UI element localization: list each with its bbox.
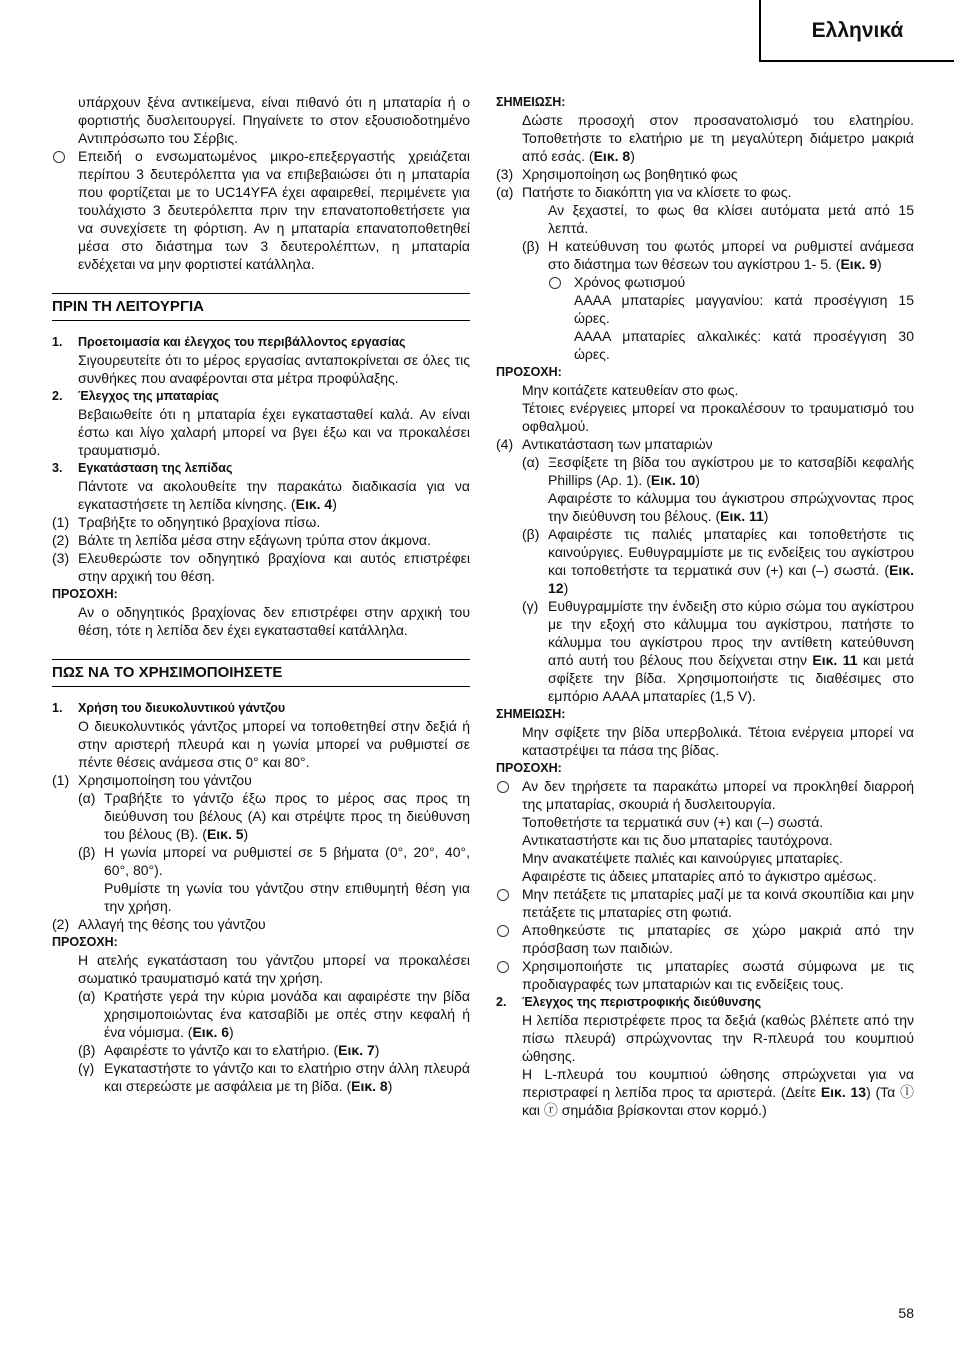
caution-bullet: Μην πετάξετε τις μπαταρίες μαζί με τα κοινά σκουπίδια και μην πετάξετε τις μπαταρίες στη φωτιά. [496,885,914,921]
caution-bullet: Αν δεν τηρήσετε τα παρακάτω μπορεί να προκληθεί διαρροή της μπαταρίας, σκουριά ή δυσλειτουργία. [496,777,914,813]
caution-label: ΠΡΟΣΟΧΗ: [52,587,118,601]
text-install-blade: Πάντοτε να ακολουθείτε την παρακάτω διαδικασία για να εγκαταστήσετε τη λεπίδα κίνησης. (Εικ. 4) [78,478,470,512]
text-rotation-direction: Η λεπίδα περιστρέφετε προς τα δεξιά (καθώς βλέπετε από την πίσω πλευρά) σπρώχνοντας την R-πλευρά του κουμπιού ώθησης. [522,1012,914,1064]
list-item: (1) Χρησιμοποίηση του γάντζου [52,772,252,788]
list-item-text: Αν ξεχαστεί, το φως θα κλίσει αυτόματα μετά από 15 λεπτά. [548,202,914,236]
list-item: (3) Ελευθερώστε τον οδηγητικό βραχίονα και αυτός επιστρέφει στην αρχική του θέση. [52,550,470,584]
right-column [496,93,914,1119]
list-item: (α) Τραβήξτε το γάντζο έξω προς το μέρος σας προς τη διεύθυνση του βέλους (A) και στρέψτε προς τη διεύθυνση του βέλους (B). (Εικ. 5) [78,790,470,842]
caution-label: ΠΡΟΣΟΧΗ: [496,761,562,775]
caution-label: ΠΡΟΣΟΧΗ: [496,365,562,379]
list-item: (1) Τραβήξτε το οδηγητικό βραχίονα πίσω. [52,514,321,530]
section-before-operation: ΠΡΙΝ ΤΗ ΛΕΙΤΟΥΡΓΙΑ [52,293,470,321]
caution-subtext: Τοποθετήστε τα τερματικά συν (+) και (–) σωστά. [522,814,824,830]
caution-text: Η ατελής εγκατάσταση του γάντζου μπορεί να προκαλέσει σωματικό τραυματισμό κατά την χρήση. [78,952,470,986]
note-text: Μην σφίξετε την βίδα υπερβολικά. Τέτοια ενέργεια μπορεί να καταστρέψει τα πάσα της βίδας. [522,724,914,758]
text-check-battery: Βεβαιωθείτε ότι η μπαταρία έχει εγκατασταθεί καλά. Αν είναι έστω και λίγο χαλαρή μπορεί να βγει έξω και να προκαλέσει τραυματισμό. [78,406,470,458]
list-item: (γ) Εγκαταστήστε το γάντζο και το ελατήριο στην άλλη πλευρά και στερεώστε με ασφάλεια με τη βίδα. (Εικ. 8) [78,1060,470,1094]
heading-check-battery: 2. Έλεγχος της μπαταρίας [52,389,219,403]
list-item: (4) Αντικατάσταση των μπαταριών [496,436,713,452]
light-time-manganese: AAAA μπαταρίες μαγγανίου: κατά προσέγγιση 15 ώρες. [574,292,914,326]
language-tab: Ελληνικά [759,0,954,62]
intro-text: υπάρχουν ξένα αντικείμενα, είναι πιθανό ότι η μπαταρία ή ο φορτιστής δυσλειτουργεί. Πηγαίνετε το στον εξουσιοδοτημένο Αντιπρόσωπο του Σέρβις. [78,94,470,146]
section-how-to-use: ΠΩΣ ΝΑ ΤΟ ΧΡΗΣΙΜΟΠΟΙΗΣΕΤΕ [52,659,470,687]
list-item: (β) Η κατεύθυνση του φωτός μπορεί να ρυθμιστεί ανάμεσα στο διάστημα των θέσεων του αγκίστρου 1- 5. (Εικ. 9) [522,238,914,272]
note-text: Δώστε προσοχή στον προσανατολισμό του ελατηρίου. Τοποθετήστε το ελατήριο με τη μεγαλύτερη διάμετρο μακριά από εσάς. (Εικ. 8) [522,112,914,164]
list-item: (γ) Ευθυγραμμίστε την ένδειξη στο κύριο σώμα του αγκίστρου με την εξοχή στο κάλυμμα του αγκίστρου, πατήστε το κάλυμμα του αγκίστρου προς την αντίθετη κατεύθυνση από αυτή του βέλους που δείχνεται στην Εικ. 11 και μετά σφίξετε την βίδα. Χρησιμοποιήστε τις διαθέσιμες στο εμπόριο AAAA μπαταρίες (1,5 V). [522,598,915,704]
list-item: (α) Πατήστε το διακόπτη για να κλίσετε το φως. [496,184,792,200]
list-item: (β) Αφαιρέστε τις παλιές μπαταρίες και τοποθετήστε τις καινούργιες. Ευθυγραμμίστε με τις ενδείξεις του αγκίστρου και τοποθετήστε τα τερματικά συν (+) και (–) σωστά. (Εικ. 12) [522,526,914,596]
intro-bullet: Επειδή ο ενσωματωμένος μικρο-επεξεργαστής χρειάζεται περίπου 3 δευτερόλεπτα για να επιβεβαιώσει ότι η μπαταρία που φορτίζεται με το UC14YFA έχει αφαιρεθεί, περιμένετε για τουλάχιστο 3 δευτερόλεπτα πριν την επανατοποθετήσετε για να συνεχίσετε τη φόρτιση. Αν η μπαταρία επανατοποθετηθεί μέσα στο διάστημα των 3 δευτερολέπτων, η μπαταρία ενδέχεται να μην φορτιστεί κατάλληλα. [52,147,470,273]
caution-bullet: Αποθηκεύστε τις μπαταρίες σε χώρο μακριά από την πρόσβαση των παιδιών. [496,921,914,957]
note-label: ΣΗΜΕΙΩΣΗ: [496,95,566,109]
caution-subtext: Αφαιρέστε τις άδειες μπαταρίες από το άγκιστρο αμέσως. [522,868,877,884]
list-item: (2) Αλλαγή της θέσης του γάντζου [52,916,266,932]
light-time-alkaline: AAAA μπαταρίες αλκαλικές: κατά προσέγγιση 30 ώρες. [574,328,914,362]
caution-text: Μην κοιτάζετε κατευθείαν στο φως. [522,382,739,398]
heading-rotation-direction: 2. Έλεγχος της περιστροφικής διεύθυνσης [496,995,762,1009]
caution-text: Αν ο οδηγητικός βραχίονας δεν επιστρέφει στην αρχική του θέση, τότε η λεπίδα δεν έχει εγκατασταθεί κατάλληλα. [78,604,470,638]
left-column [52,93,470,1095]
text-rotation-direction: Η L-πλευρά του κουμπιού ώθησης σπρώχνεται για να περιστραφεί η λεπίδα προς τα αριστερά. (Δείτε Εικ. 13) (Τα ⓛ και ⓡ σημάδια βρίσκονται στον κορμό.) [522,1066,914,1118]
caution-label: ΠΡΟΣΟΧΗ: [52,935,118,949]
heading-hook-use: 1. Χρήση του διευκολυντικού γάντζου [52,701,286,715]
caution-subtext: Μην ανακατέψετε παλιές και καινούργιες μπαταρίες. [522,850,843,866]
caution-subtext: Αντικαταστήστε και τις δυο μπαταρίες ταυτόχρονα. [522,832,833,848]
list-item: (α) Ξεσφίξετε τη βίδα του αγκίστρου με το κατσαβίδι κεφαλής Phillips (Αρ. 1). (Εικ. 10) [522,454,914,488]
list-item: (2) Βάλτε τη λεπίδα μέσα στην εξάγωνη τρύπα στον άκμονα. [52,532,431,548]
list-item: (α) Κρατήστε γερά την κύρια μονάδα και αφαιρέστε την βίδα χρησιμοποιώντας ένα κατσαβίδι με οπές στην κεφαλή ή ένα νόμισμα. (Εικ. 6) [78,988,470,1040]
heading-prepare-workspace: 1. Προετοιμασία και έλεγχος του περιβάλλοντος εργασίας [52,335,406,349]
caution-bullet: Χρησιμοποιήστε τις μπαταρίες σωστά σύμφωνα με τις προδιαγραφές των μπαταριών και τις ενδείξεις τους. [496,957,914,993]
list-item: (β) Η γωνία μπορεί να ρυθμιστεί σε 5 βήματα (0°, 20°, 40°, 60°, 80°). [78,844,470,878]
note-label: ΣΗΜΕΙΩΣΗ: [496,707,566,721]
list-item: (β) Αφαιρέστε το γάντζο και το ελατήριο. (Εικ. 7) [78,1042,380,1058]
heading-install-blade: 3. Εγκατάσταση της λεπίδας [52,461,233,475]
caution-text: Τέτοιες ενέργειες μπορεί να προκαλέσουν το τραυματισμό του οφθαλμού. [522,400,914,434]
text-hook-use: Ο διευκολυντικός γάντζος μπορεί να τοποθετηθεί στην δεξιά ή στην αριστερή πλευρά και η γωνία μπορεί να ρυθμιστεί σε πέντε θέσεις ανάμεσα στις 0° και 80°. [78,718,470,770]
page-number: 58 [898,1305,914,1321]
list-item-text: Αφαιρέστε το κάλυμμα του άγκιστρου σπρώχνοντας προς την διεύθυνση του βέλους. (Εικ. 11) [548,490,914,524]
bullet-light-time: Χρόνος φωτισμού [496,273,914,291]
list-item-text: Ρυθμίστε τη γωνία του γάντζου στην επιθυμητή θέση για την χρήση. [104,880,470,914]
text-prepare-workspace: Σιγουρευτείτε ότι το μέρος εργασίας ανταποκρίνεται σε όλες τις συνθήκες που αναφέρονται στα μέτρα προφύλαξης. [78,352,470,386]
list-item: (3) Χρησιμοποίηση ως βοηθητικό φως [496,166,738,182]
